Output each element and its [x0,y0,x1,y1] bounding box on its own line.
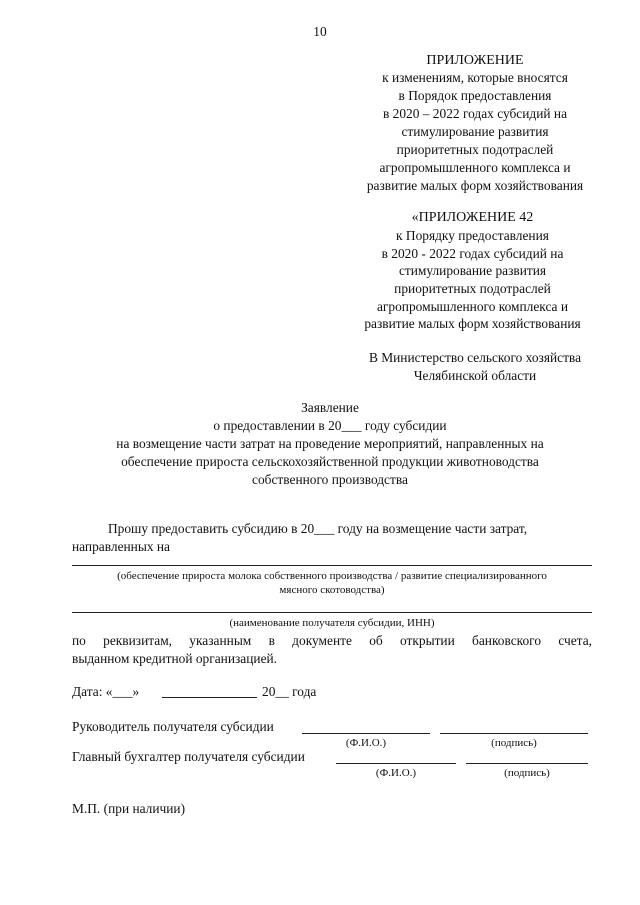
appendix-heading: ПРИЛОЖЕНИЕ [426,53,524,68]
appendix-line: к Порядку предоставления [396,228,549,243]
title-heading: Заявление [301,400,359,415]
head-signature-field[interactable] [440,733,588,734]
purpose-field-hint: мясного скотоводства) [279,584,385,596]
request-text-continued: направленных на [72,539,170,554]
request-text: Прошу предоставить субсидию в 20___ году на возмещение части затрат, [108,521,528,536]
bank-details-text: по реквизитам, указанным в документе об открытии банковского счета, [72,633,592,648]
head-fio-field[interactable] [302,733,430,734]
date-label: Дата: «___» [72,684,140,699]
recipient-field-line[interactable] [72,612,592,613]
title-line: собственного производства [252,472,408,487]
accountant-signature-field[interactable] [466,763,588,764]
appendix-line: стимулирование развития [401,124,549,139]
accountant-fio-hint: (Ф.И.О.) [375,767,417,779]
bank-details-text-continued: выданном кредитной организацией. [72,651,278,666]
appendix-line: приоритетных подотраслей [396,142,554,157]
purpose-field-hint: (обеспечение прироста молока собственного производства / развитие специализированного [117,570,547,582]
appendix-line: к изменениям, которые вносятся [382,70,568,85]
appendix-line: развитие малых форм хозяйствования [364,316,581,331]
addressee-line: В Министерство сельского хозяйства [368,350,582,365]
addressee-line: Челябинской области [413,368,537,383]
appendix-line: агропромышленного комплекса и [376,299,569,314]
appendix-line: приоритетных подотраслей [394,281,551,296]
accountant-label: Главный бухгалтер получателя субсидии [72,749,305,764]
appendix-line: в 2020 - 2022 годах субсидий на [381,246,564,261]
title-line: о предоставлении в 20___ году субсидии [213,418,447,433]
recipient-field-hint: (наименование получателя субсидии, ИНН) [229,617,435,629]
appendix-line: в Порядок предоставления [398,88,552,103]
appendix-line: в 2020 – 2022 годах субсидий на [382,106,568,121]
date-year-label: 20__ года [262,684,317,699]
appendix-line: развитие малых форм хозяйствования [366,178,584,193]
head-label: Руководитель получателя субсидии [72,719,274,734]
appendix-line: агропромышленного комплекса и [379,160,571,175]
page-number: 10 [313,24,327,39]
head-signature-hint: (подпись) [491,737,537,749]
accountant-signature-hint: (подпись) [504,767,550,779]
appendix-line: стимулирование развития [398,263,547,278]
accountant-fio-field[interactable] [336,763,456,764]
appendix-heading: «ПРИЛОЖЕНИЕ 42 [411,210,534,225]
stamp-label: М.П. (при наличии) [72,801,186,816]
purpose-field-line[interactable] [72,565,592,566]
title-line: обеспечение прироста сельскохозяйственной продукции животноводства [121,454,539,469]
date-month-field[interactable] [162,697,257,698]
title-line: на возмещение части затрат на проведение мероприятий, направленных на [116,436,544,451]
head-fio-hint: (Ф.И.О.) [345,737,387,749]
